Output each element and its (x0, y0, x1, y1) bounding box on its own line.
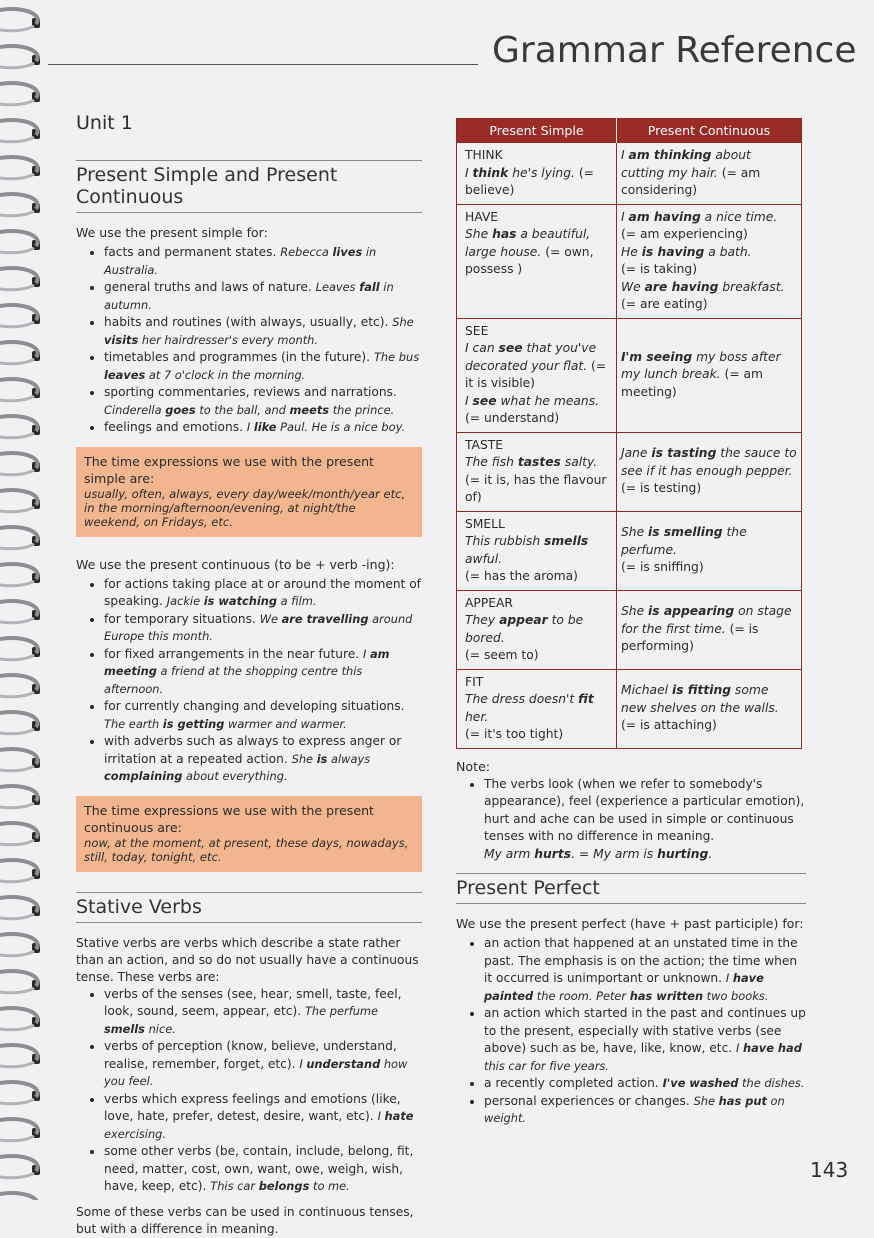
item-example: I hate exercising. (104, 1109, 414, 1141)
item-example: We are travelling around Europe this month. (104, 611, 413, 643)
verb-label: FIT (465, 674, 484, 689)
example-line: (= is taking) (620, 262, 698, 276)
item-example: She visits her hairdresser's every month. (104, 315, 414, 347)
page-number: 143 (810, 1158, 849, 1182)
list-item (104, 419, 422, 437)
continuous-cell (616, 669, 801, 748)
example-line: I see what he means. (465, 393, 600, 408)
box-title: The time expressions we use with the present continuous are: (84, 802, 374, 835)
list-item (104, 244, 422, 279)
item-text: an action which started in the past and continues up to the present, especially with stative verbs (see above) such as be, have, like, know, etc. (484, 1006, 806, 1055)
example-line: (= am experiencing) (620, 227, 748, 241)
present-continuous-time-expressions-box (76, 796, 422, 872)
item-example: I have painted the room. Peter has written two books. (484, 971, 769, 1003)
simple-cell (457, 669, 617, 748)
stative-outro: Some of these verbs can be used in continuous tenses, but with a difference in meaning. (76, 1204, 414, 1236)
example-line: I can see that you've decorated your flat. (= it is visible) (465, 341, 607, 390)
header-present-simple: Present Simple (457, 119, 617, 143)
continuous-cell (616, 204, 801, 318)
binding-ring (0, 692, 34, 697)
item-text: sporting commentaries, reviews and narrations. (104, 385, 397, 399)
item-example: I understand how you feel. (104, 1056, 408, 1088)
item-text: for actions taking place at or around the moment of speaking. (104, 576, 421, 608)
simple-cell (457, 511, 617, 590)
binding-ring (0, 1173, 34, 1178)
note-text: The verbs look (when we refer to somebody's appearance), feel (experience a particular emotion), hurt and ache can be used in simple or continuous tenses with no difference in meaning. (484, 776, 805, 843)
table-row (457, 143, 802, 205)
continuous-cell (616, 143, 801, 205)
list-item (484, 1005, 806, 1075)
list-item (104, 646, 422, 699)
item-example: The earth is getting warmer and warmer. (104, 716, 347, 731)
note-list (456, 776, 806, 864)
section-heading-present-perfect: Present Perfect (456, 873, 806, 904)
binding-ring (0, 581, 34, 586)
binding-ring (0, 63, 34, 68)
item-example: I have had this car for five years. (484, 1041, 802, 1073)
example-line: (= is sniffing) (620, 560, 704, 575)
item-text: personal experiences or changes. (484, 1093, 690, 1108)
example-line: (= understand) (465, 411, 560, 425)
list-item (104, 1091, 422, 1144)
binding-ring (0, 1025, 34, 1030)
binding-ring (0, 100, 34, 105)
binding-ring (0, 1193, 38, 1200)
verb-label: APPEAR (465, 595, 513, 610)
spiral-binding (0, 0, 48, 1200)
table-row (457, 318, 802, 432)
item-text: some other verbs (be, contain, include, belong, fit, need, matter, cost, own, want, owe, weigh, wish, have, keep, etc). (104, 1144, 414, 1193)
verb-label: HAVE (465, 209, 499, 224)
list-item (104, 698, 422, 733)
stative-intro: Stative verbs are verbs which describe a state rather than an action, and so do not usually have a continuous tense. These verbs are: (76, 935, 419, 984)
continuous-cell (616, 511, 801, 590)
example-line: She is appearing on stage for the first time. (= is performing) (620, 604, 792, 654)
binding-ring (0, 470, 34, 475)
header-present-continuous: Present Continuous (616, 119, 801, 143)
simple-cell (457, 432, 617, 511)
item-example: This car belongs to me. (210, 1179, 350, 1193)
verb-label: SMELL (465, 516, 505, 531)
binding-ring (0, 988, 34, 993)
binding-ring (0, 914, 34, 919)
binding-ring (0, 433, 34, 438)
binding-ring (0, 951, 34, 956)
table-header-row (457, 119, 802, 143)
example-line: We are having breakfast. (620, 279, 785, 294)
list-item (104, 314, 422, 349)
present-simple-time-expressions-box (76, 447, 422, 537)
binding-ring (0, 877, 34, 882)
binding-ring (0, 211, 34, 216)
list-item (104, 576, 422, 611)
stative-verbs-table (456, 118, 802, 749)
table-row (457, 432, 802, 511)
item-text: timetables and programmes (in the future). (104, 350, 371, 364)
list-item (484, 1075, 806, 1093)
note-label: Note: (456, 758, 491, 774)
item-text: an action that happened at an unstated time in the past. The emphasis is on the action; the time when it occurred is unimportant or unknown. (484, 936, 798, 985)
page-title: Grammar Reference (492, 30, 857, 71)
item-example: I like Paul. He is a nice boy. (246, 420, 406, 434)
box-examples: usually, often, always, every day/week/month/year etc, in the morning/afternoon/evening, at night/the weekend, on Fridays, etc. (84, 486, 406, 529)
binding-ring (0, 137, 34, 142)
item-text: general truths and laws of nature. (104, 280, 312, 294)
item-text: facts and permanent states. (104, 245, 277, 259)
item-text: verbs of the senses (see, hear, smell, taste, feel, look, sound, seem, appear, etc). (104, 986, 402, 1018)
example-line: (= are eating) (620, 297, 708, 311)
item-example: Cinderella goes to the ball, and meets the prince. (104, 402, 395, 417)
item-example: The bus leaves at 7 o'clock in the morning. (104, 350, 420, 382)
example-line: (= it is, has the flavour of) (465, 472, 607, 504)
verb-label: THINK (465, 148, 503, 162)
stative-verbs-list (76, 986, 422, 1196)
list-item (104, 986, 422, 1039)
box-examples: now, at the moment, at present, these days, nowadays, still, today, tonight, etc. (84, 835, 409, 864)
list-item (104, 1143, 422, 1196)
binding-ring (0, 618, 34, 623)
note-example: My arm hurts. = My arm is hurting. (484, 846, 713, 861)
item-example: Jackie is watching a film. (166, 594, 317, 608)
present-perfect-intro: We use the present perfect (have + past participle) for: (456, 916, 804, 931)
item-example: I've washed the dishes. (662, 1076, 805, 1090)
example-line: The dress doesn't fit her. (465, 692, 594, 724)
item-text: habits and routines (with always, usually, etc). (104, 315, 389, 329)
binding-ring (0, 507, 34, 512)
item-text: with adverbs such as always to express anger or irritation at a repeated action. (104, 734, 402, 766)
item-example: The perfume smells nice. (104, 1004, 379, 1036)
list-item (484, 776, 806, 864)
table-row (457, 511, 802, 590)
item-text: verbs which express feelings and emotions (like, love, hate, prefer, detest, desire, want, etc). (104, 1091, 401, 1123)
table-row (457, 669, 802, 748)
section-heading-stative-verbs: Stative Verbs (76, 892, 422, 923)
item-text: for currently changing and developing situations. (104, 699, 405, 713)
present-simple-intro: We use the present simple for: (76, 225, 268, 240)
list-item (104, 384, 422, 419)
example-line: He is having a bath. (620, 244, 752, 259)
example-line: The fish tastes salty. (465, 455, 598, 469)
example-line: Jane is tasting the sauce to see if it has enough pepper. (= is testing) (620, 446, 797, 496)
item-text: verbs of perception (know, believe, understand, realise, remember, forget, etc). (104, 1039, 397, 1071)
example-line: Michael is fitting some new shelves on the walls. (= is attaching) (620, 683, 779, 733)
right-column (456, 118, 806, 1136)
binding-ring (0, 285, 34, 290)
binding-ring (0, 174, 34, 179)
continuous-cell (616, 318, 801, 432)
binding-ring (0, 1062, 34, 1067)
present-perfect-uses-list (456, 935, 806, 1128)
example-line: I think he's lying. (= believe) (465, 165, 594, 197)
list-item (484, 935, 806, 1005)
simple-cell (457, 590, 617, 669)
binding-ring (0, 544, 34, 549)
binding-ring (0, 840, 34, 845)
list-item (104, 349, 422, 384)
simple-cell (457, 143, 617, 205)
item-text: for temporary situations. (104, 611, 256, 626)
example-line: I'm seeing my boss after my lunch break. (= am meeting) (620, 349, 781, 399)
table-row (457, 590, 802, 669)
example-line: This rubbish smells awful. (465, 534, 589, 566)
example-line: (= has the aroma) (465, 569, 578, 583)
simple-cell (457, 204, 617, 318)
item-text: for fixed arrangements in the near future. (104, 646, 360, 661)
binding-ring (0, 359, 34, 364)
verb-label: SEE (465, 323, 489, 338)
present-simple-uses-list (76, 244, 422, 437)
item-example: I am meeting a friend at the shopping centre this afternoon. (104, 646, 390, 696)
binding-ring (0, 1136, 34, 1141)
item-example: Rebecca lives in Australia. (104, 245, 377, 277)
binding-ring (0, 1099, 34, 1104)
list-item (104, 611, 422, 646)
unit-title: Unit 1 (76, 112, 133, 134)
simple-cell (457, 318, 617, 432)
example-line: I am thinking about cutting my hair. (= am considering) (620, 148, 761, 197)
example-line: She has a beautiful, large house. (= own, possess ) (465, 227, 594, 276)
continuous-cell (616, 590, 801, 669)
list-item (484, 1093, 806, 1128)
left-column (76, 112, 422, 1238)
item-text: feelings and emotions. (104, 420, 243, 434)
item-example: She is always complaining about everything. (104, 751, 371, 783)
example-line: (= seem to) (465, 648, 539, 662)
list-item (104, 279, 422, 314)
list-item (104, 733, 422, 786)
example-line: They appear to be bored. (465, 613, 584, 645)
binding-ring (0, 26, 34, 31)
present-continuous-uses-list (76, 576, 422, 786)
binding-ring (0, 248, 34, 253)
verb-label: TASTE (465, 437, 504, 452)
header-rule (48, 64, 478, 65)
section-heading-present-simple-continuous: Present Simple and Present Continuous (76, 160, 422, 213)
item-example: Leaves fall in autumn. (104, 280, 394, 312)
binding-ring (0, 396, 34, 401)
binding-ring (0, 766, 34, 771)
item-example: She has put on weight. (484, 1093, 785, 1125)
present-continuous-intro: We use the present continuous (to be + verb -ing): (76, 556, 395, 572)
binding-ring (0, 729, 34, 734)
list-item (104, 1038, 422, 1091)
example-line: I am having a nice time. (620, 209, 778, 224)
item-text: a recently completed action. (484, 1076, 659, 1090)
binding-ring (0, 322, 34, 327)
example-line: (= it's too tight) (465, 727, 564, 741)
example-line: She is smelling the perfume. (620, 525, 747, 557)
box-title: The time expressions we use with the present simple are: (84, 453, 374, 486)
binding-ring (0, 655, 34, 660)
table-row (457, 204, 802, 318)
continuous-cell (616, 432, 801, 511)
binding-ring (0, 803, 34, 808)
